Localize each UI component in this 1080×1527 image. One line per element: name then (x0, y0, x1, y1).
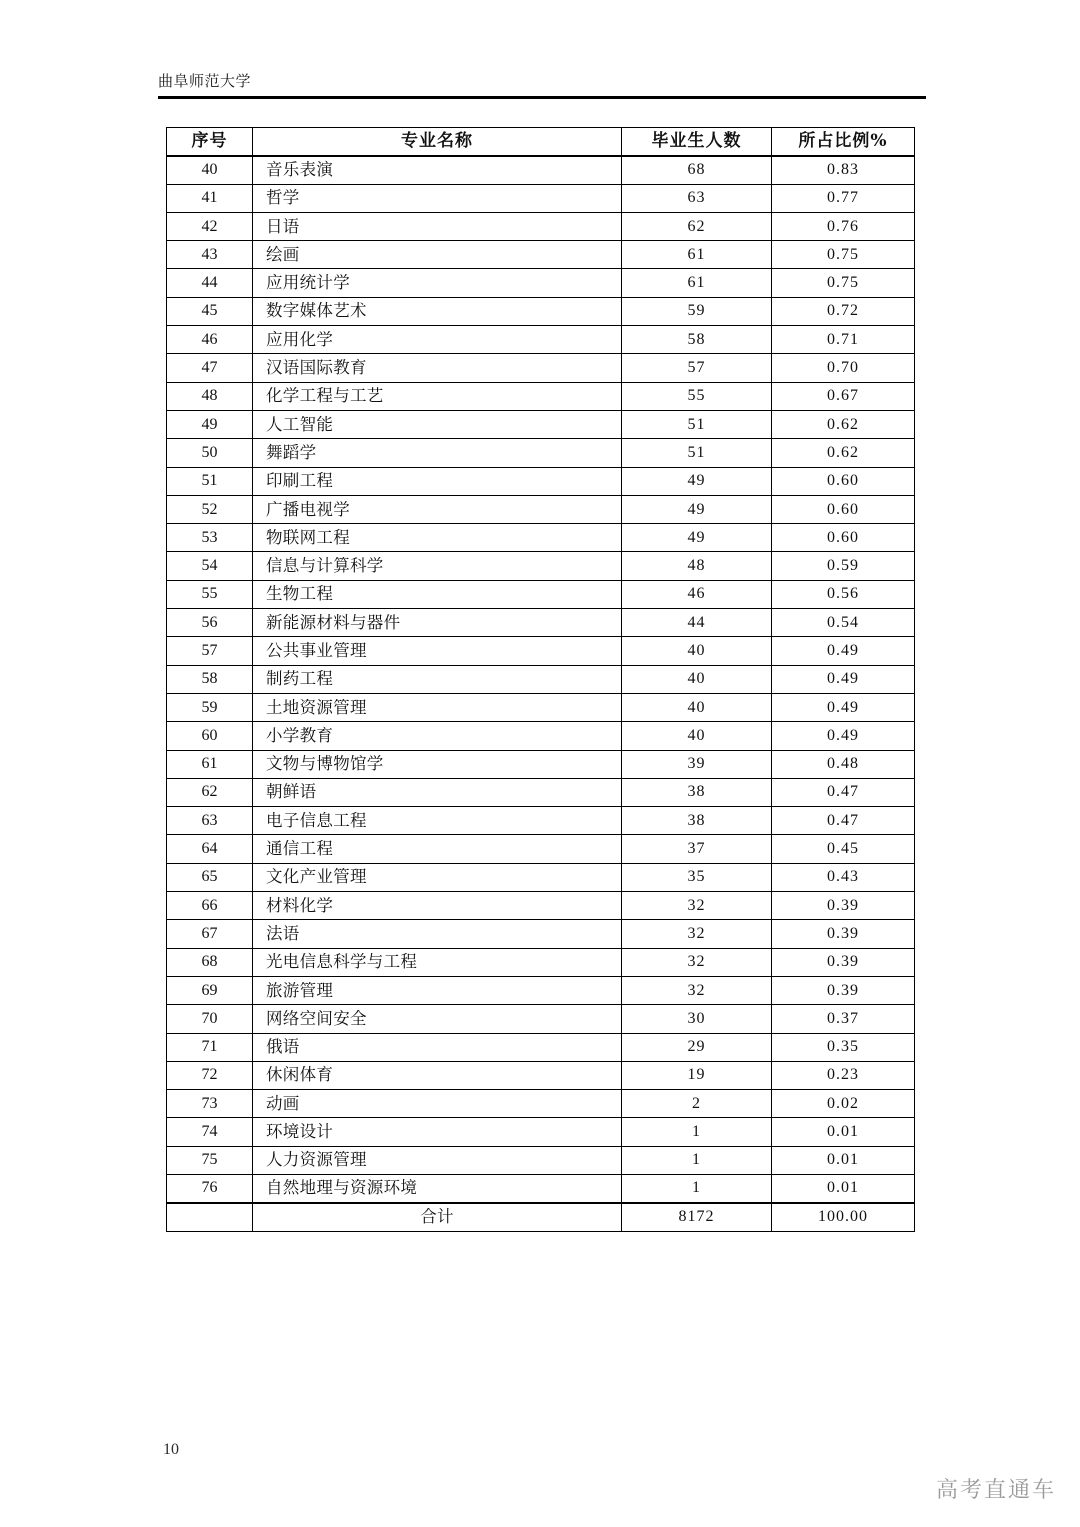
table-row (167, 722, 915, 750)
row-graduate-count-cell: 61 (622, 269, 772, 297)
row-percent-cell: 0.54 (772, 609, 915, 637)
row-percent-cell: 0.62 (772, 410, 915, 438)
row-graduate-count-cell: 39 (622, 750, 772, 778)
row-major-name-cell: 法语 (253, 920, 622, 948)
row-major-name-cell: 网络空间安全 (253, 1005, 622, 1033)
row-major-name-cell: 化学工程与工艺 (253, 382, 622, 410)
row-percent-cell: 0.60 (772, 467, 915, 495)
table-row (167, 524, 915, 552)
table-row (167, 156, 915, 184)
table-row (167, 863, 915, 891)
table-row (167, 580, 915, 608)
row-graduate-count-cell: 44 (622, 609, 772, 637)
row-graduate-count-cell: 38 (622, 778, 772, 806)
row-index-cell: 73 (167, 1090, 253, 1118)
table-row (167, 1090, 915, 1118)
row-percent-cell: 0.70 (772, 354, 915, 382)
row-major-name-cell: 文化产业管理 (253, 863, 622, 891)
row-major-name-cell: 俄语 (253, 1033, 622, 1061)
row-index-cell: 46 (167, 326, 253, 354)
majors-table (166, 127, 915, 1232)
row-graduate-count-cell: 61 (622, 241, 772, 269)
table-row (167, 269, 915, 297)
row-index-cell: 63 (167, 807, 253, 835)
column-header-percent: 所占比例% (772, 128, 915, 156)
row-graduate-count-cell: 32 (622, 920, 772, 948)
row-percent-cell: 0.75 (772, 241, 915, 269)
table-body (167, 156, 915, 1203)
row-graduate-count-cell: 1 (622, 1118, 772, 1146)
row-graduate-count-cell: 48 (622, 552, 772, 580)
row-index-cell: 61 (167, 750, 253, 778)
row-index-cell: 43 (167, 241, 253, 269)
row-graduate-count-cell: 35 (622, 863, 772, 891)
row-major-name-cell: 人力资源管理 (253, 1146, 622, 1174)
row-index-cell: 51 (167, 467, 253, 495)
row-graduate-count-cell: 1 (622, 1146, 772, 1174)
row-index-cell: 40 (167, 156, 253, 184)
row-index-cell: 42 (167, 212, 253, 240)
row-major-name-cell: 应用化学 (253, 326, 622, 354)
table-row (167, 1118, 915, 1146)
table-row (167, 609, 915, 637)
row-index-cell: 76 (167, 1174, 253, 1202)
table-row (167, 920, 915, 948)
row-percent-cell: 0.60 (772, 524, 915, 552)
row-major-name-cell: 旅游管理 (253, 976, 622, 1004)
total-label-cell: 合计 (253, 1203, 622, 1231)
row-major-name-cell: 日语 (253, 212, 622, 240)
row-index-cell: 56 (167, 609, 253, 637)
row-index-cell: 52 (167, 495, 253, 523)
row-percent-cell: 0.49 (772, 665, 915, 693)
table-row (167, 750, 915, 778)
row-graduate-count-cell: 68 (622, 156, 772, 184)
row-major-name-cell: 哲学 (253, 184, 622, 212)
row-graduate-count-cell: 59 (622, 297, 772, 325)
row-graduate-count-cell: 49 (622, 467, 772, 495)
row-index-cell: 72 (167, 1061, 253, 1089)
row-graduate-count-cell: 57 (622, 354, 772, 382)
table-row (167, 1033, 915, 1061)
row-major-name-cell: 舞蹈学 (253, 439, 622, 467)
row-major-name-cell: 应用统计学 (253, 269, 622, 297)
row-index-cell: 45 (167, 297, 253, 325)
row-percent-cell: 0.39 (772, 920, 915, 948)
table-header-row (167, 128, 915, 156)
row-graduate-count-cell: 58 (622, 326, 772, 354)
row-percent-cell: 0.75 (772, 269, 915, 297)
row-major-name-cell: 通信工程 (253, 835, 622, 863)
row-percent-cell: 0.77 (772, 184, 915, 212)
row-graduate-count-cell: 55 (622, 382, 772, 410)
row-major-name-cell: 休闲体育 (253, 1061, 622, 1089)
row-graduate-count-cell: 32 (622, 948, 772, 976)
table-row (167, 1005, 915, 1033)
row-graduate-count-cell: 37 (622, 835, 772, 863)
row-major-name-cell: 制药工程 (253, 665, 622, 693)
column-header-major: 专业名称 (253, 128, 622, 156)
row-percent-cell: 0.23 (772, 1061, 915, 1089)
row-major-name-cell: 小学教育 (253, 722, 622, 750)
row-major-name-cell: 文物与博物馆学 (253, 750, 622, 778)
row-index-cell: 54 (167, 552, 253, 580)
row-percent-cell: 0.02 (772, 1090, 915, 1118)
row-index-cell: 62 (167, 778, 253, 806)
row-graduate-count-cell: 49 (622, 524, 772, 552)
row-index-cell: 67 (167, 920, 253, 948)
header-divider (158, 96, 926, 99)
table-row (167, 807, 915, 835)
column-header-index: 序号 (167, 128, 253, 156)
row-percent-cell: 0.43 (772, 863, 915, 891)
table-row (167, 354, 915, 382)
row-major-name-cell: 汉语国际教育 (253, 354, 622, 382)
table-footer (167, 1203, 915, 1231)
watermark: 高考直通车 (935, 1478, 1056, 1503)
table-row (167, 382, 915, 410)
row-major-name-cell: 数字媒体艺术 (253, 297, 622, 325)
table-row (167, 693, 915, 721)
institution-name: 曲阜师范大学 (158, 72, 252, 90)
row-percent-cell: 0.60 (772, 495, 915, 523)
row-graduate-count-cell: 32 (622, 976, 772, 1004)
table-row (167, 976, 915, 1004)
row-index-cell: 55 (167, 580, 253, 608)
row-percent-cell: 0.37 (772, 1005, 915, 1033)
row-index-cell: 58 (167, 665, 253, 693)
row-index-cell: 41 (167, 184, 253, 212)
row-major-name-cell: 光电信息科学与工程 (253, 948, 622, 976)
row-graduate-count-cell: 1 (622, 1174, 772, 1202)
row-graduate-count-cell: 63 (622, 184, 772, 212)
row-index-cell: 44 (167, 269, 253, 297)
row-index-cell: 49 (167, 410, 253, 438)
row-index-cell: 53 (167, 524, 253, 552)
row-graduate-count-cell: 19 (622, 1061, 772, 1089)
row-major-name-cell: 材料化学 (253, 892, 622, 920)
row-percent-cell: 0.49 (772, 637, 915, 665)
row-major-name-cell: 信息与计算科学 (253, 552, 622, 580)
table-row (167, 552, 915, 580)
row-major-name-cell: 人工智能 (253, 410, 622, 438)
row-index-cell: 48 (167, 382, 253, 410)
table-row (167, 637, 915, 665)
row-index-cell: 47 (167, 354, 253, 382)
row-major-name-cell: 自然地理与资源环境 (253, 1174, 622, 1202)
total-row (167, 1203, 915, 1231)
row-percent-cell: 0.48 (772, 750, 915, 778)
row-percent-cell: 0.83 (772, 156, 915, 184)
table-row (167, 835, 915, 863)
row-graduate-count-cell: 40 (622, 637, 772, 665)
row-percent-cell: 0.35 (772, 1033, 915, 1061)
row-graduate-count-cell: 49 (622, 495, 772, 523)
table-row (167, 241, 915, 269)
row-percent-cell: 0.71 (772, 326, 915, 354)
table-row (167, 326, 915, 354)
row-graduate-count-cell: 2 (622, 1090, 772, 1118)
table-row (167, 778, 915, 806)
row-percent-cell: 0.67 (772, 382, 915, 410)
column-header-count: 毕业生人数 (622, 128, 772, 156)
majors-table-container (166, 127, 914, 1232)
row-major-name-cell: 广播电视学 (253, 495, 622, 523)
total-count-cell: 8172 (622, 1203, 772, 1231)
page-number: 10 (163, 1441, 179, 1458)
row-percent-cell: 0.47 (772, 807, 915, 835)
row-index-cell: 71 (167, 1033, 253, 1061)
row-percent-cell: 0.49 (772, 722, 915, 750)
row-graduate-count-cell: 40 (622, 722, 772, 750)
row-major-name-cell: 印刷工程 (253, 467, 622, 495)
table-row (167, 948, 915, 976)
row-major-name-cell: 环境设计 (253, 1118, 622, 1146)
row-index-cell: 70 (167, 1005, 253, 1033)
row-percent-cell: 0.01 (772, 1174, 915, 1202)
table-row (167, 1146, 915, 1174)
row-major-name-cell: 朝鲜语 (253, 778, 622, 806)
table-row (167, 410, 915, 438)
table-row (167, 467, 915, 495)
row-percent-cell: 0.49 (772, 693, 915, 721)
table-row (167, 1174, 915, 1202)
row-percent-cell: 0.56 (772, 580, 915, 608)
row-percent-cell: 0.47 (772, 778, 915, 806)
total-percent-cell: 100.00 (772, 1203, 915, 1231)
row-index-cell: 50 (167, 439, 253, 467)
row-index-cell: 66 (167, 892, 253, 920)
row-index-cell: 69 (167, 976, 253, 1004)
row-percent-cell: 0.39 (772, 948, 915, 976)
row-graduate-count-cell: 40 (622, 693, 772, 721)
row-percent-cell: 0.62 (772, 439, 915, 467)
row-percent-cell: 0.01 (772, 1118, 915, 1146)
row-graduate-count-cell: 46 (622, 580, 772, 608)
row-index-cell: 64 (167, 835, 253, 863)
row-major-name-cell: 新能源材料与器件 (253, 609, 622, 637)
row-index-cell: 60 (167, 722, 253, 750)
table-row (167, 297, 915, 325)
table-row (167, 892, 915, 920)
row-graduate-count-cell: 32 (622, 892, 772, 920)
row-major-name-cell: 公共事业管理 (253, 637, 622, 665)
row-index-cell: 59 (167, 693, 253, 721)
running-header (158, 70, 926, 99)
row-index-cell: 68 (167, 948, 253, 976)
row-major-name-cell: 绘画 (253, 241, 622, 269)
row-percent-cell: 0.39 (772, 892, 915, 920)
row-graduate-count-cell: 62 (622, 212, 772, 240)
table-row (167, 212, 915, 240)
row-major-name-cell: 土地资源管理 (253, 693, 622, 721)
row-graduate-count-cell: 38 (622, 807, 772, 835)
table-row (167, 495, 915, 523)
row-major-name-cell: 物联网工程 (253, 524, 622, 552)
row-graduate-count-cell: 40 (622, 665, 772, 693)
row-major-name-cell: 动画 (253, 1090, 622, 1118)
row-index-cell: 75 (167, 1146, 253, 1174)
row-major-name-cell: 音乐表演 (253, 156, 622, 184)
row-graduate-count-cell: 51 (622, 410, 772, 438)
table-row (167, 184, 915, 212)
row-index-cell: 57 (167, 637, 253, 665)
row-percent-cell: 0.39 (772, 976, 915, 1004)
table-header (167, 128, 915, 156)
total-index-cell (167, 1203, 253, 1231)
table-row (167, 439, 915, 467)
row-major-name-cell: 生物工程 (253, 580, 622, 608)
row-graduate-count-cell: 29 (622, 1033, 772, 1061)
row-percent-cell: 0.72 (772, 297, 915, 325)
row-major-name-cell: 电子信息工程 (253, 807, 622, 835)
row-index-cell: 65 (167, 863, 253, 891)
row-index-cell: 74 (167, 1118, 253, 1146)
row-percent-cell: 0.59 (772, 552, 915, 580)
table-row (167, 1061, 915, 1089)
row-percent-cell: 0.76 (772, 212, 915, 240)
table-row (167, 665, 915, 693)
row-percent-cell: 0.45 (772, 835, 915, 863)
row-graduate-count-cell: 30 (622, 1005, 772, 1033)
row-percent-cell: 0.01 (772, 1146, 915, 1174)
row-graduate-count-cell: 51 (622, 439, 772, 467)
